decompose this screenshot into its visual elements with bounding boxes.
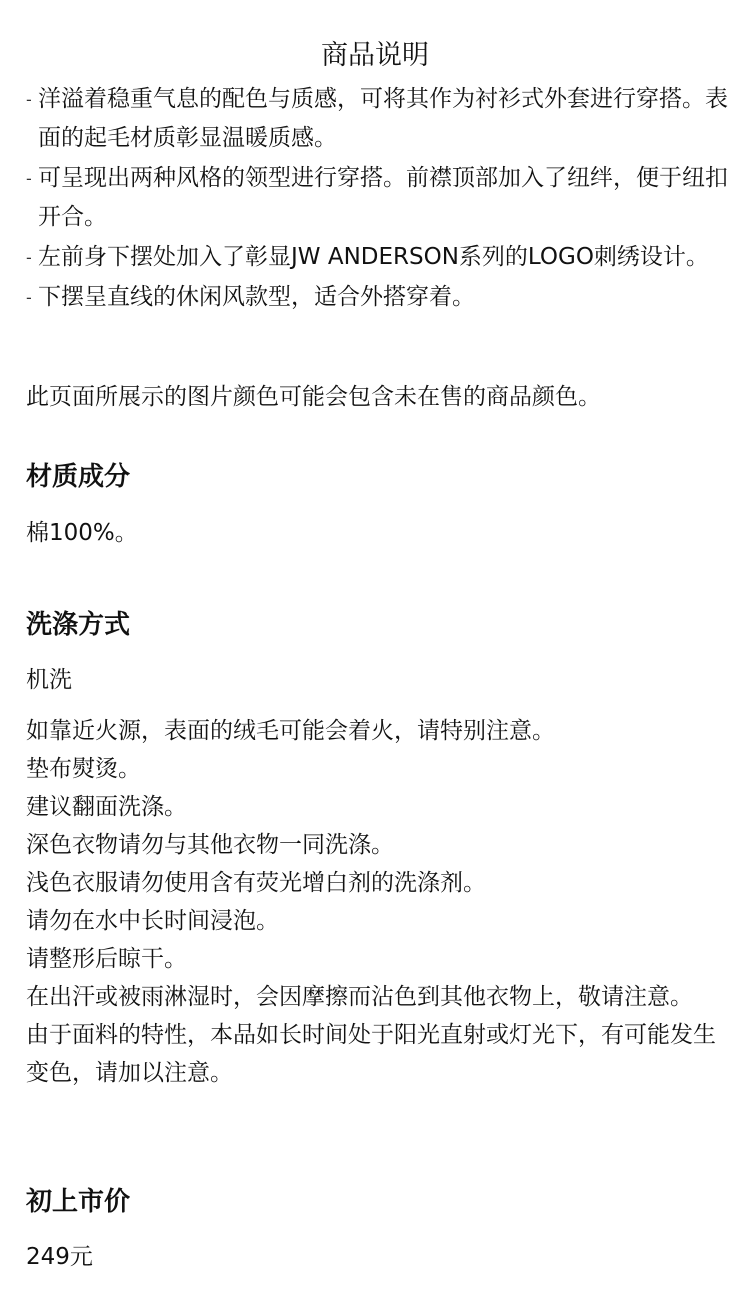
price-value: 249元 — [26, 1244, 93, 1270]
washing-note: 如靠近火源，表面的绒毛可能会着火，请特别注意。 — [26, 718, 555, 744]
washing-note: 浅色衣服请勿使用含有荧光增白剂的洗涤剂。 — [26, 870, 486, 896]
feature-text: 下摆呈直线的休闲风款型，适合外搭穿着。 — [38, 284, 475, 310]
material-heading: 材质成分 — [26, 462, 131, 492]
washing-note: 建议翻面洗涤。 — [26, 794, 187, 820]
washing-note: 在出汗或被雨淋湿时，会因摩擦而沾色到其他衣物上，敬请注意。 — [26, 984, 693, 1010]
feature-item — [26, 159, 734, 237]
washing-note: 由于面料的特性，本品如长时间处于阳光直射或灯光下，有可能发生变色，请加以注意。 — [26, 1022, 716, 1086]
washing-method: 机洗 — [26, 667, 72, 693]
color-disclaimer: 此页面所展示的图片颜色可能会包含未在售的商品颜色。 — [26, 384, 601, 410]
washing-note: 请勿在水中长时间浸泡。 — [26, 908, 279, 934]
feature-item — [26, 278, 734, 317]
price-heading: 初上市价 — [26, 1187, 131, 1217]
feature-text: 可呈现出两种风格的领型进行穿搭。前襟顶部加入了纽绊，便于纽扣开合。 — [38, 165, 728, 230]
page-title: 商品说明 — [321, 40, 429, 72]
bullet-dash: - — [26, 248, 32, 267]
feature-text: 左前身下摆处加入了彰显JW ANDERSON系列的LOGO刺绣设计。 — [38, 244, 709, 270]
bullet-dash: - — [26, 169, 32, 188]
bullet-dash: - — [26, 90, 32, 109]
feature-list — [26, 80, 734, 318]
washing-note: 垫布熨烫。 — [26, 756, 141, 782]
bullet-dash: - — [26, 288, 32, 307]
material-value: 棉100%。 — [26, 520, 138, 546]
washing-note: 深色衣物请勿与其他衣物一同洗涤。 — [26, 832, 394, 858]
washing-heading: 洗涤方式 — [26, 610, 131, 640]
feature-text: 洋溢着稳重气息的配色与质感，可将其作为衬衫式外套进行穿搭。表面的起毛材质彰显温暖质感。 — [38, 86, 728, 151]
washing-note: 请整形后晾干。 — [26, 946, 187, 972]
feature-item — [26, 80, 734, 158]
feature-item — [26, 238, 734, 277]
washing-notes — [26, 712, 732, 1092]
